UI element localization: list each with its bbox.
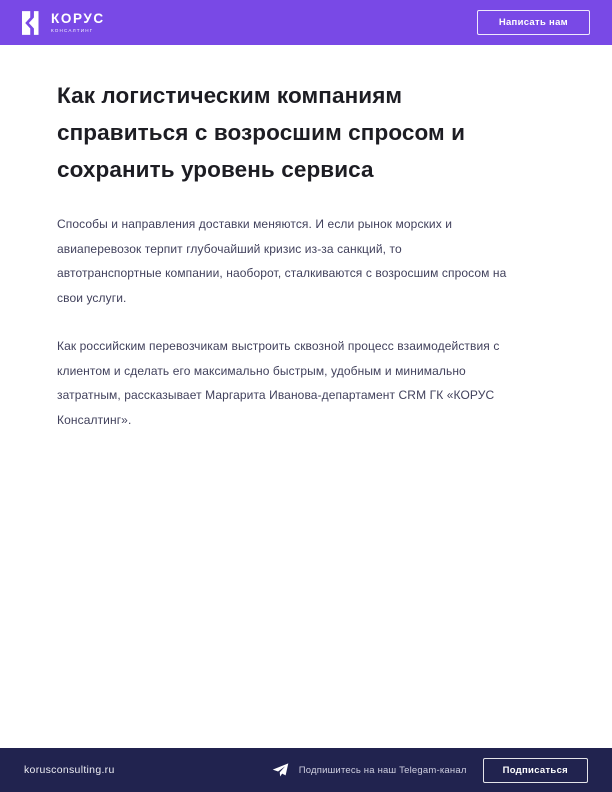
site-link[interactable]: korusconsulting.ru [24,764,115,776]
logo-title: КОРУС [51,11,105,27]
article-title: Как логистическим компаниям справиться с возросшим спросом и сохранить уровень сервиса [57,83,466,182]
logo-subtitle: КОНСАЛТИНГ [51,27,94,33]
subscribe-button[interactable]: Подписаться [483,758,588,783]
contact-button[interactable]: Написать нам [477,10,590,35]
korus-logo[interactable] [22,10,105,36]
korus-logo-icon [22,10,44,36]
telegram-subscribe-block [272,758,588,783]
telegram-icon [272,762,289,779]
article-paragraph-2: Как российским перевозчикам выстроить сквозной процесс взаимодействия с клиентом и сделать его максимально быстрым, удобным и минимально затратным, рассказывает Маргарита Иванова-департамент CRM ГК «КОРУС Консалтинг». [57,339,500,427]
telegram-prompt: Подпишитесь на наш Telegam-канал [298,764,467,776]
logo-text [51,12,105,33]
site-footer [0,748,612,792]
article-paragraph-1: Способы и направления доставки меняются. И если рынок морских и авиаперевозок терпит глубочайший кризис из-за санкций, то автотранспортные компании, наоборот, сталкиваются с возросшим спросом на свои услуги. [57,217,507,305]
site-header [0,0,612,45]
